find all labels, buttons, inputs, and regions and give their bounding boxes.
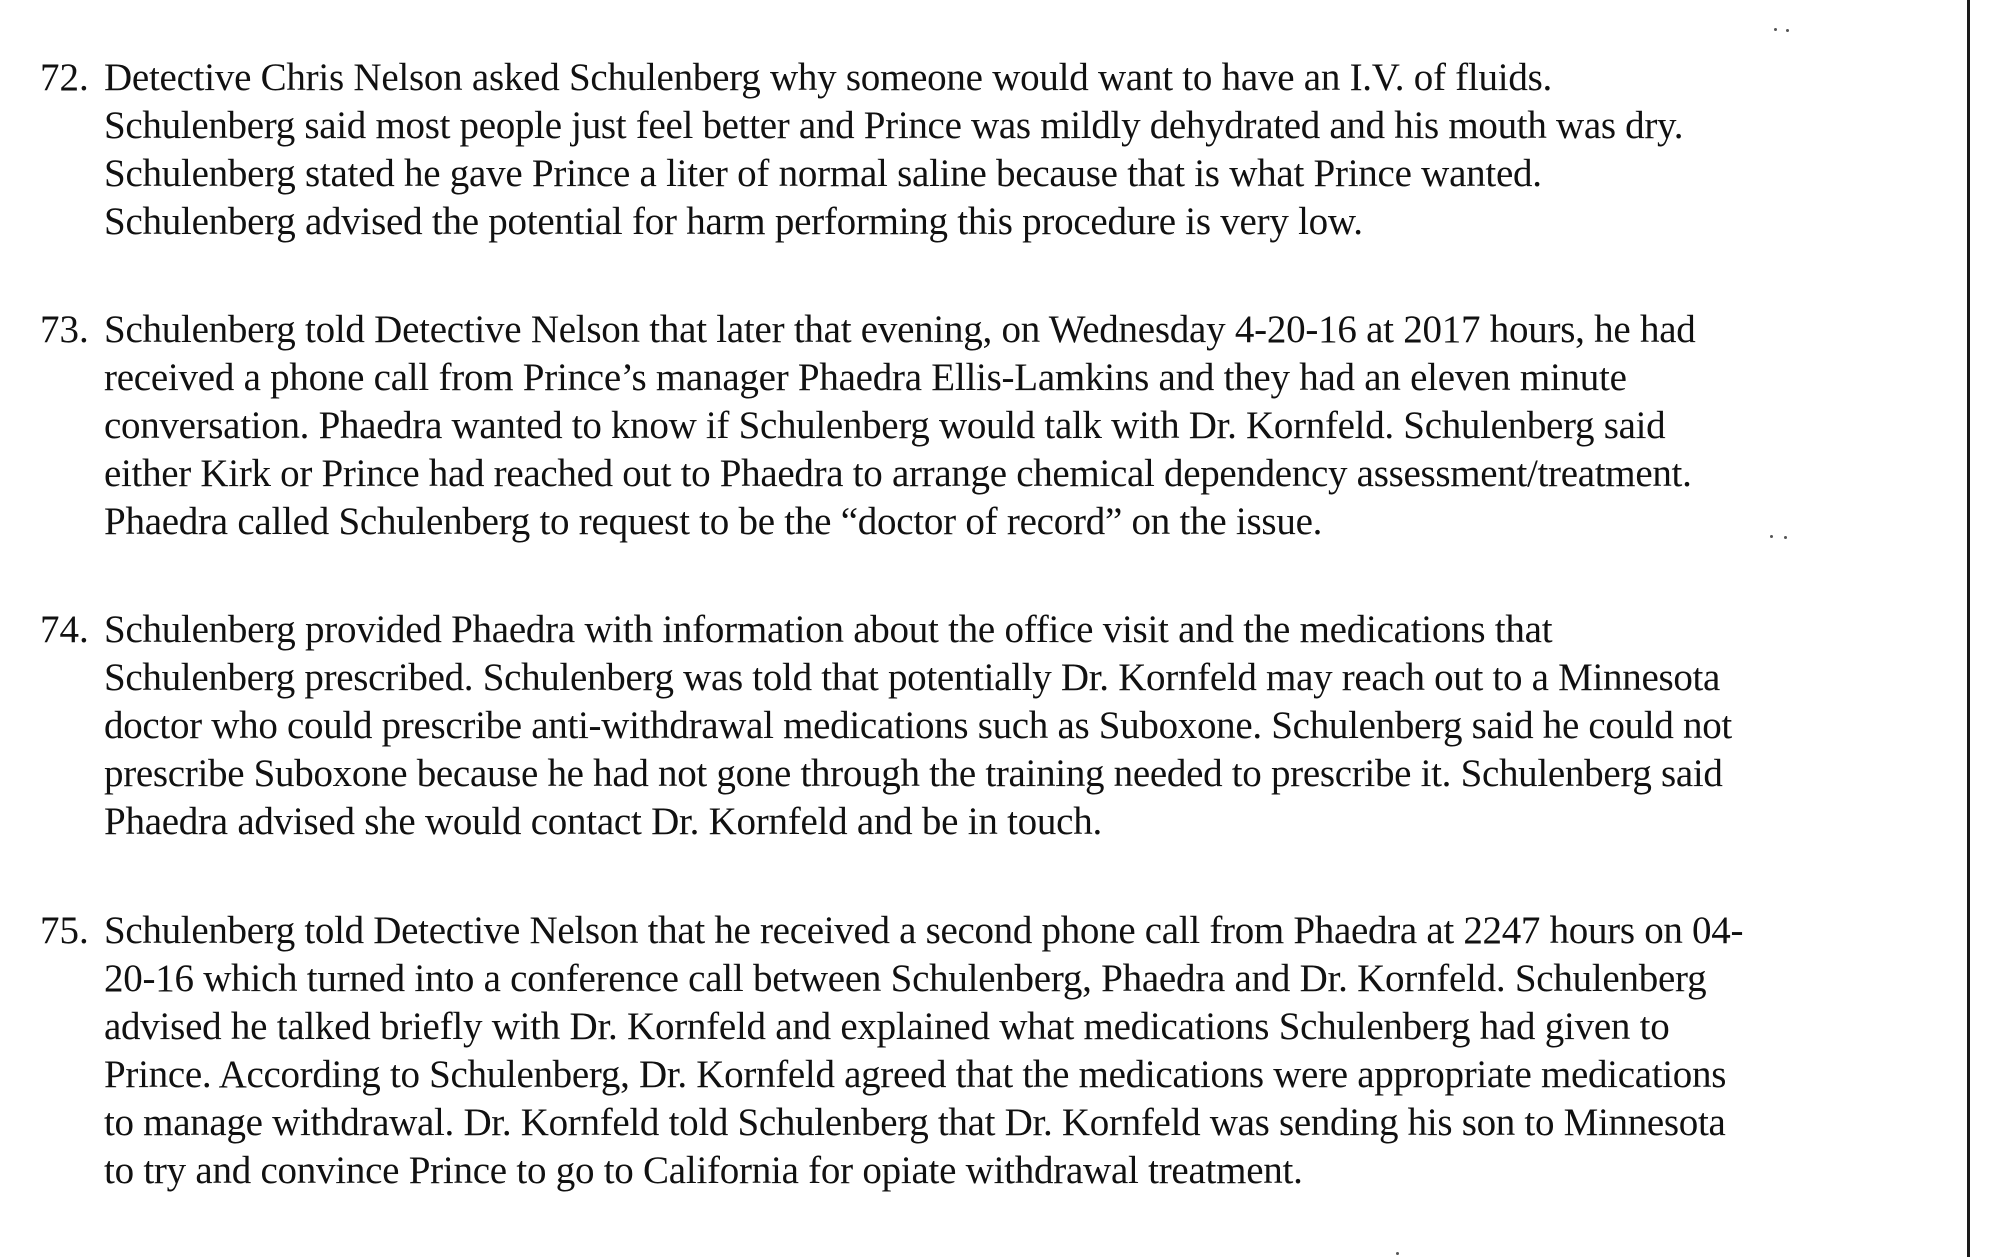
paragraph-line: Schulenberg told Detective Nelson that he received a second phone call from Phaedra at 2247 hours on 04- [104,909,1744,952]
paragraph-line: to try and convince Prince to go to California for opiate withdrawal treatment. [104,1149,1303,1192]
paragraph-line: 20-16 which turned into a conference call between Schulenberg, Phaedra and Dr. Kornfeld. Schulenberg [104,957,1707,1000]
scan-speck [1396,1252,1399,1255]
paragraph-line: received a phone call from Prince’s manager Phaedra Ellis-Lamkins and they had an eleven minute [104,356,1627,399]
paragraph-line: conversation. Phaedra wanted to know if Schulenberg would talk with Dr. Kornfeld. Schulenberg said [104,404,1666,447]
scan-speck [1774,28,1777,31]
paragraph-line: Prince. According to Schulenberg, Dr. Kornfeld agreed that the medications were appropriate medications [104,1053,1727,1096]
paragraph-line: to manage withdrawal. Dr. Kornfeld told Schulenberg that Dr. Kornfeld was sending his son to Minnesota [104,1101,1726,1144]
paragraph-number: 75. [40,909,89,952]
paragraph-number: 72. [40,56,89,99]
paragraph-line: Schulenberg prescribed. Schulenberg was told that potentially Dr. Kornfeld may reach out to a Minnesota [104,656,1721,699]
paragraph-line: Schulenberg advised the potential for harm performing this procedure is very low. [104,200,1363,243]
paragraph-line: Schulenberg told Detective Nelson that later that evening, on Wednesday 4-20-16 at 2017 hours, he had [104,308,1696,351]
paragraph-line: Schulenberg stated he gave Prince a liter of normal saline because that is what Prince wanted. [104,152,1542,195]
paragraph-line: Phaedra advised she would contact Dr. Kornfeld and be in touch. [104,800,1102,843]
paragraph-line: either Kirk or Prince had reached out to Phaedra to arrange chemical dependency assessment/treatment. [104,452,1692,495]
page-edge-rule [1967,0,1970,1257]
scan-speck [1784,536,1787,539]
paragraph-number: 74. [40,608,89,651]
paragraph-line: advised he talked briefly with Dr. Kornfeld and explained what medications Schulenberg had given to [104,1005,1670,1048]
paragraph-line: prescribe Suboxone because he had not gone through the training needed to prescribe it. Schulenberg said [104,752,1723,795]
paragraph-line: Phaedra called Schulenberg to request to be the “doctor of record” on the issue. [104,500,1323,543]
paragraph-line: doctor who could prescribe anti-withdrawal medications such as Suboxone. Schulenberg said he could not [104,704,1732,747]
paragraph-line: Detective Chris Nelson asked Schulenberg why someone would want to have an I.V. of fluids. [104,56,1553,99]
scan-speck [1770,535,1773,538]
paragraph-line: Schulenberg provided Phaedra with information about the office visit and the medications that [104,608,1553,651]
scan-speck [1786,29,1789,32]
paragraph-line: Schulenberg said most people just feel better and Prince was mildly dehydrated and his mouth was dry. [104,104,1684,147]
paragraph-number: 73. [40,308,89,351]
